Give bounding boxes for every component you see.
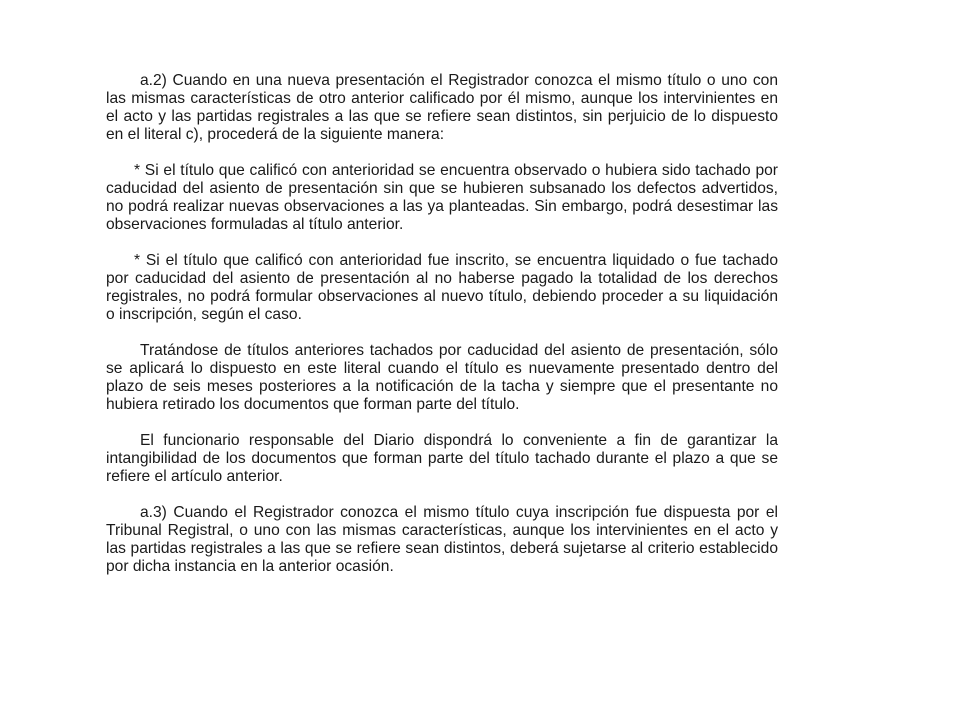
paragraph-bullet-inscribed: * Si el título que calificó con anterioridad fue inscrito, se encuentra liquidado o fue tachado por caducidad del asiento de presentación al no haberse pagado la totalidad de los derechos registrales, no podrá formular observaciones al nuevo título, debiendo proceder a su liquidación o inscripción, según el caso. (106, 252, 778, 323)
paragraph-a2: a.2) Cuando en una nueva presentación el Registrador conozca el mismo título o uno con las mismas características de otro anterior calificado por él mismo, aunque los intervinientes en el acto y las partidas registrales a las que se refiere sean distintos, sin perjuicio de lo dispuesto en el literal c), procederá de la siguiente manera: (106, 72, 778, 143)
paragraph-tachados: Tratándose de títulos anteriores tachados por caducidad del asiento de presentación, sólo se aplicará lo dispuesto en este literal cuando el título es nuevamente presentado dentro del plazo de seis meses posteriores a la notificación de la tacha y siempre que el presentante no hubiera retirado los documentos que forman parte del título. (106, 342, 778, 413)
paragraph-funcionario: El funcionario responsable del Diario dispondrá lo conveniente a fin de garantizar la intangibilidad de los documentos que forman parte del título tachado durante el plazo a que se refiere el artículo anterior. (106, 432, 778, 485)
paragraph-a3: a.3) Cuando el Registrador conozca el mismo título cuya inscripción fue dispuesta por el Tribunal Registral, o uno con las mismas características, aunque los intervinientes en el acto y las partidas registrales a las que se refiere sean distintos, deberá sujetarse al criterio establecido por dicha instancia en la anterior ocasión. (106, 504, 778, 575)
document-body (106, 72, 778, 576)
paragraph-bullet-observed: * Si el título que calificó con anterioridad se encuentra observado o hubiera sido tachado por caducidad del asiento de presentación sin que se hubieren subsanado los defectos advertidos, no podrá realizar nuevas observaciones a las ya planteadas. Sin embargo, podrá desestimar las observaciones formuladas al título anterior. (106, 162, 778, 233)
